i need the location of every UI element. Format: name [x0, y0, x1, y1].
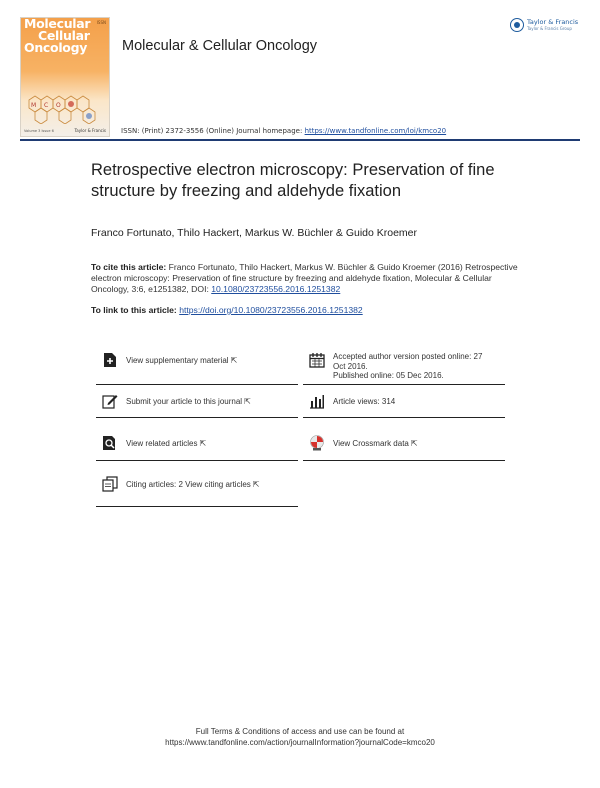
edit-pencil-icon	[102, 393, 118, 409]
footer-line-1: Full Terms & Conditions of access and use can be found at	[195, 727, 405, 736]
external-link-icon: ⇱	[252, 480, 260, 489]
svg-text:C: C	[44, 102, 49, 109]
article-views-label: Article views: 314	[333, 397, 396, 406]
journal-homepage-link[interactable]: https://www.tandfonline.com/loi/kmco20	[304, 127, 447, 135]
supplementary-label: View supplementary material	[126, 356, 229, 365]
divider	[96, 417, 298, 418]
cover-footer: Volume 3 Issue 6 Taylor & Francis	[24, 128, 106, 133]
article-title: Retrospective electron microscopy: Preservation of fine structure by freezing and aldehyde fixation	[91, 161, 495, 200]
cover-title: Molecular Cellular Oncology	[24, 17, 91, 55]
supplementary-plus-icon	[102, 352, 118, 368]
bar-chart-icon	[309, 393, 325, 409]
external-link-icon: ⇱	[244, 397, 251, 406]
journal-name: Molecular & Cellular Oncology	[122, 38, 318, 54]
citation-block: To cite this article: Franco Fortunato, Thilo Hackert, Markus W. Büchler & Guido Kroemer (2016) Retrospective electron microscopy: Preservation of fine structure by freezing and aldehyde fixation, Molecular & Cellular Oncology, 3:6, e1251382, DOI: 10.1080/23723556.2016.1251382	[91, 262, 518, 294]
accepted-line-2: Oct 2016.	[333, 361, 368, 371]
cover-hexagon-art	[23, 92, 107, 124]
external-link-icon: ⇱	[199, 439, 207, 448]
search-document-icon	[102, 435, 118, 451]
cover-tag: ISSN	[96, 20, 106, 25]
divider	[303, 417, 505, 418]
citing-articles-label: Citing articles: 2 View citing articles	[126, 480, 251, 489]
journal-cover	[20, 17, 110, 137]
publisher-logo[interactable]: Taylor & Francis Taylor & Francis Group	[510, 18, 586, 34]
divider	[303, 384, 505, 385]
divider	[303, 460, 505, 461]
footer	[0, 726, 600, 748]
crossmark-icon	[309, 435, 325, 451]
divider	[96, 506, 298, 507]
crossmark-label: View Crossmark data	[333, 439, 409, 448]
submit-article-label: Submit your article to this journal	[126, 397, 243, 406]
accepted-line-1: Accepted author version posted online: 27	[333, 352, 483, 361]
calendar-icon	[309, 352, 325, 368]
article-doi-link[interactable]: https://doi.org/10.1080/23723556.2016.1251382	[179, 305, 363, 315]
header-rule	[20, 139, 580, 141]
svg-text:O: O	[56, 102, 61, 109]
footer-terms-link[interactable]: https://www.tandfonline.com/action/journalInformation?journalCode=kmco20	[165, 738, 435, 747]
article-link-line: To link to this article: https://doi.org/10.1080/23723556.2016.1251382	[91, 305, 363, 315]
divider	[96, 384, 298, 385]
issn-line: ISSN: (Print) 2372-3556 (Online) Journal homepage: https://www.tandfonline.com/loi/kmco20	[121, 127, 447, 135]
external-link-icon: ⇱	[410, 439, 418, 448]
external-link-icon: ⇱	[230, 356, 238, 365]
citing-documents-icon	[102, 476, 118, 492]
published-line: Published online: 05 Dec 2016.	[333, 371, 444, 380]
divider	[96, 460, 298, 461]
article-authors: Franco Fortunato, Thilo Hackert, Markus W. Büchler & Guido Kroemer	[91, 227, 418, 239]
publisher-logo-icon	[510, 18, 524, 32]
svg-text:M: M	[31, 102, 37, 109]
citation-doi-link[interactable]: 10.1080/23723556.2016.1251382	[211, 284, 341, 294]
related-articles-label: View related articles	[126, 439, 198, 448]
